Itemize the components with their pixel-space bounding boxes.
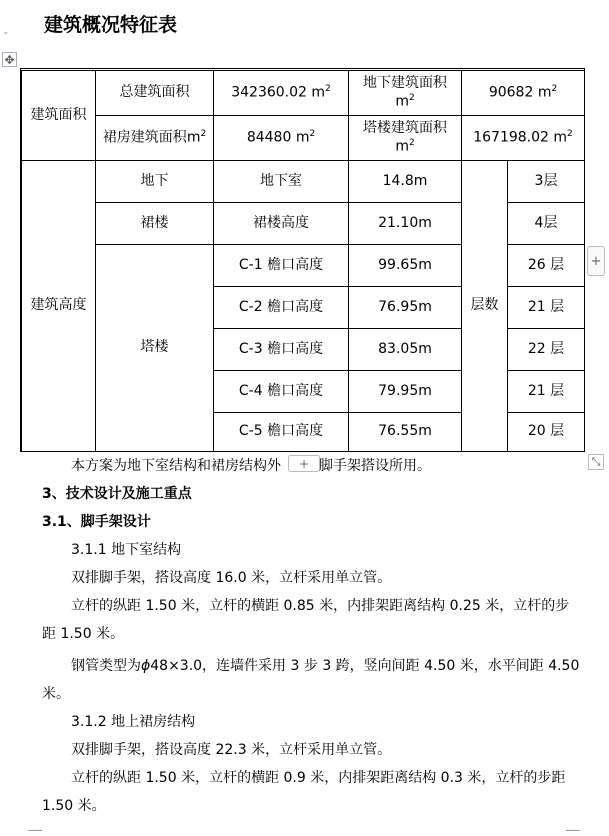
section-heading-3: 3、技术设计及施工重点 xyxy=(42,486,192,502)
document-title: 建筑概况特征表 xyxy=(44,14,178,36)
note-paragraph-start: 本方案为地下室结构和裙房结构外 xyxy=(71,458,281,474)
floors-value-cell: 3层 xyxy=(507,160,585,203)
floors-header-cell: 层数 xyxy=(461,160,508,452)
section-heading-3-1: 3.1、脚手架设计 xyxy=(42,514,151,530)
item-cell: C-3 檐口高度 xyxy=(213,328,349,371)
total-area-value-cell: 342360.02 $m^2$ xyxy=(213,70,349,116)
tower-area-label-cell: 塔楼建筑面积 $m^2$ xyxy=(348,115,462,161)
item-cell: C-4 檐口高度 xyxy=(213,370,349,413)
paragraph: 立杆的纵距 1.50 米，立杆的横距 0.9 米，内排架距离结构 0.3 米，立杆的步距 xyxy=(71,770,566,786)
paragraph: 米。 xyxy=(42,686,70,702)
item-cell: C-1 檐口高度 xyxy=(213,244,349,287)
item-cell: 裙楼高度 xyxy=(213,202,349,245)
part-cell-tower: 塔楼 xyxy=(95,244,214,452)
table-move-icon[interactable]: ✥ xyxy=(2,52,17,67)
total-area-label-cell: 总建筑面积 xyxy=(95,70,214,116)
add-row-icon[interactable]: + xyxy=(288,455,320,472)
tower-area-value-cell: 167198.02 $m^2$ xyxy=(461,115,585,161)
paragraph: 双排脚手架，搭设高度 16.0 米，立杆采用单立管。 xyxy=(71,570,392,586)
height-value-cell: 21.10m xyxy=(348,202,462,245)
item-cell: 地下室 xyxy=(213,160,349,203)
item-cell: C-5 檐口高度 xyxy=(213,412,349,452)
note-paragraph-end: 脚手架搭设所用。 xyxy=(319,458,431,474)
part-cell-podium: 裙楼 xyxy=(95,202,214,245)
table-resize-icon[interactable]: ⤡ xyxy=(588,454,604,470)
paragraph: 双排脚手架，搭设高度 22.3 米，立杆采用单立管。 xyxy=(71,742,392,758)
height-value-cell: 83.05m xyxy=(348,328,462,371)
paragraph: 1.50 米。 xyxy=(42,798,106,814)
add-column-icon[interactable]: + xyxy=(587,246,605,276)
item-cell: C-2 檐口高度 xyxy=(213,286,349,329)
paragraph: 距 1.50 米。 xyxy=(42,626,125,642)
floors-value-cell: 22 层 xyxy=(507,328,585,371)
height-value-cell: 79.95m xyxy=(348,370,462,413)
floors-value-cell: 21 层 xyxy=(507,370,585,413)
collapse-icon[interactable]: ⌄ xyxy=(2,27,10,37)
subsection-3-1-2: 3.1.2 地上裙房结构 xyxy=(71,714,196,730)
height-value-cell: 76.55m xyxy=(348,412,462,452)
podium-area-label-cell: 裙房建筑面积$m^2$ xyxy=(95,115,214,161)
height-value-cell: 14.8m xyxy=(348,160,462,203)
floors-value-cell: 4层 xyxy=(507,202,585,245)
subsection-3-1-1: 3.1.1 地下室结构 xyxy=(71,542,182,558)
floors-value-cell: 26 层 xyxy=(507,244,585,287)
page-corner-mark xyxy=(28,830,42,831)
podium-area-value-cell: 84480 $m^2$ xyxy=(213,115,349,161)
area-header-cell: 建筑面积 xyxy=(21,70,96,161)
height-header-cell: 建筑高度 xyxy=(21,160,96,452)
floors-value-cell: 21 层 xyxy=(507,286,585,329)
basement-area-label-cell: 地下建筑面积 $m^2$ xyxy=(348,70,462,116)
floors-value-cell: 20 层 xyxy=(507,412,585,452)
height-value-cell: 76.95m xyxy=(348,286,462,329)
paragraph: 立杆的纵距 1.50 米，立杆的横距 0.85 米，内排架距离结构 0.25 米，立杆的步 xyxy=(71,598,570,614)
page-corner-mark xyxy=(566,830,580,831)
basement-area-value-cell: 90682 $m^2$ xyxy=(461,70,585,116)
paragraph: 钢管类型为ϕ48×3.0，连墙件采用 3 步 3 跨，竖向间距 4.50 米，水平间距 4.50 xyxy=(71,658,580,674)
part-cell-basement: 地下 xyxy=(95,160,214,203)
height-value-cell: 99.65m xyxy=(348,244,462,287)
